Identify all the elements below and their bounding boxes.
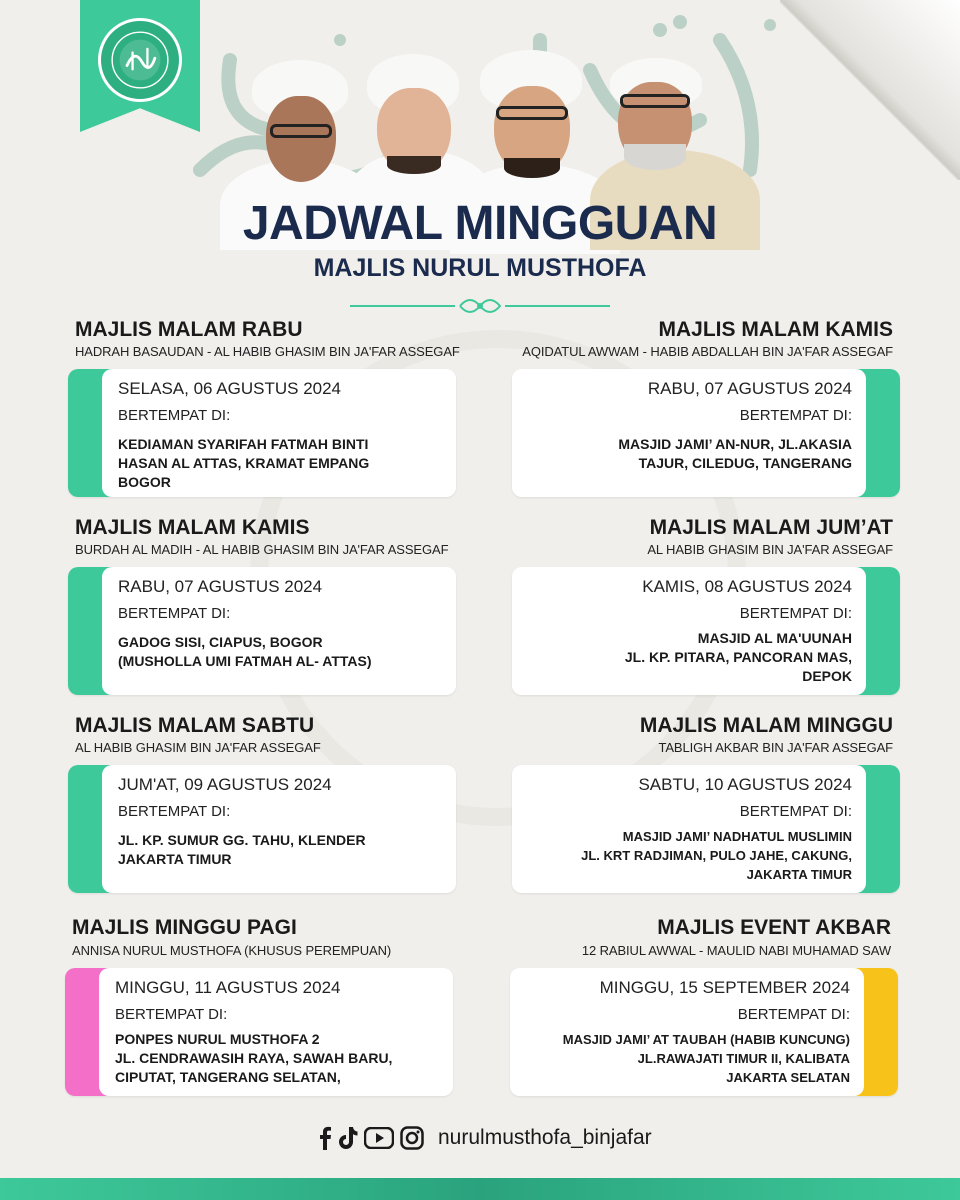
venue-address: MASJID JAMI’ AT TAUBAH (HABIB KUNCUNG) JL.RAWAJATI TIMUR II, KALIBATA JAKARTA SELATAN [562,1032,850,1085]
page-title: JADWAL MINGGUAN [242,197,718,250]
venue-address: JL. KP. SUMUR GG. TAHU, KLENDER JAKARTA TIMUR [118,832,366,867]
venue-address: MASJID JAMI’ AN-NUR, JL.AKASIA TAJUR, CILEDUG, TANGERANG [618,436,852,471]
schedule-heading: MAJLIS MALAM MINGGU [639,714,893,737]
venue-address: MASJID JAMI’ NADHATUL MUSLIMIN JL. KRT RADJIMAN, PULO JAHE, CAKUNG, JAKARTA TIMUR [581,829,852,882]
venue-label: BERTEMPAT DI: [118,803,231,820]
venue-address: GADOG SISI, CIAPUS, BOGOR (MUSHOLLA UMI FATMAH AL- ATTAS) [118,634,372,669]
page-curl-decoration [780,0,960,180]
venue-label: BERTEMPAT DI: [739,605,852,622]
schedule-date: SELASA, 06 AGUSTUS 2024 [118,379,342,398]
venue-label: BERTEMPAT DI: [739,407,852,424]
venue-label: BERTEMPAT DI: [737,1006,850,1023]
schedule-date: RABU, 07 AGUSTUS 2024 [118,577,323,596]
nurul-musthofa-logo [98,18,182,102]
venue-label: BERTEMPAT DI: [739,803,852,820]
schedule-subheading: HADRAH BASAUDAN - AL HABIB GHASIM BIN JA'FAR ASSEGAF [75,344,460,359]
schedule-card [510,968,898,1096]
schedule-heading: MAJLIS MALAM KAMIS [75,516,310,539]
schedule-subheading: AQIDATUL AWWAM - HABIB ABDALLAH BIN JA'FAR ASSEGAF [522,344,893,359]
bottom-accent-bar [0,1178,960,1200]
social-handle[interactable]: nurulmusthofa_binjafar [438,1126,652,1149]
social-links [318,1124,652,1152]
schedule-heading: MAJLIS EVENT AKBAR [657,916,891,939]
schedule-date: JUM'AT, 09 AGUSTUS 2024 [118,775,332,794]
title-ornament-divider [350,294,610,318]
venue-label: BERTEMPAT DI: [118,407,231,424]
schedule-date: SABTU, 10 AGUSTUS 2024 [638,775,852,794]
schedule-date: MINGGU, 15 SEPTEMBER 2024 [599,978,850,997]
venue-address: KEDIAMAN SYARIFAH FATMAH BINTI HASAN AL ATTAS, KRAMAT EMPANG BOGOR [118,436,370,490]
youtube-icon[interactable] [364,1125,394,1151]
venue-label: BERTEMPAT DI: [118,605,231,622]
schedule-card [512,369,900,497]
schedule-heading: MAJLIS MALAM JUM’AT [649,516,893,539]
venue-label: BERTEMPAT DI: [115,1006,228,1023]
schedule-heading: MAJLIS MALAM KAMIS [658,318,893,341]
venue-address: PONPES NURUL MUSTHOFA 2 JL. CENDRAWASIH RAYA, SAWAH BARU, CIPUTAT, TANGERANG SELATAN, [115,1031,393,1085]
schedule-heading: MAJLIS MALAM SABTU [75,714,315,737]
schedule-card [512,765,900,893]
schedule-date: KAMIS, 08 AGUSTUS 2024 [642,577,852,596]
instagram-icon[interactable] [400,1125,424,1151]
schedule-heading: MAJLIS MINGGU PAGI [72,916,297,939]
schedule-subheading: TABLIGH AKBAR BIN JA'FAR ASSEGAF [658,740,893,755]
venue-address: MASJID AL MA'UUNAH JL. KP. PITARA, PANCORAN MAS, DEPOK [624,630,852,684]
schedule-card [68,369,456,497]
schedule-card [68,567,456,695]
schedule-card [68,765,456,893]
page-subtitle: MAJLIS NURUL MUSTHOFA [313,254,647,282]
schedule-subheading: 12 RABIUL AWWAL - MAULID NABI MUHAMAD SAW [581,943,891,958]
schedule-subheading: BURDAH AL MADIH - AL HABIB GHASIM BIN JA'FAR ASSEGAF [75,542,449,557]
schedule-date: MINGGU, 11 AGUSTUS 2024 [115,978,341,997]
schedule-card [512,567,900,695]
facebook-icon[interactable] [318,1125,332,1151]
schedule-date: RABU, 07 AGUSTUS 2024 [647,379,852,398]
schedule-heading: MAJLIS MALAM RABU [75,318,303,341]
schedule-subheading: ANNISA NURUL MUSTHOFA (KHUSUS PEREMPUAN) [72,943,392,958]
schedule-card [65,968,453,1096]
tiktok-icon[interactable] [338,1125,358,1151]
schedule-subheading: AL HABIB GHASIM BIN JA'FAR ASSEGAF [647,542,893,557]
schedule-subheading: AL HABIB GHASIM BIN JA'FAR ASSEGAF [75,740,321,755]
